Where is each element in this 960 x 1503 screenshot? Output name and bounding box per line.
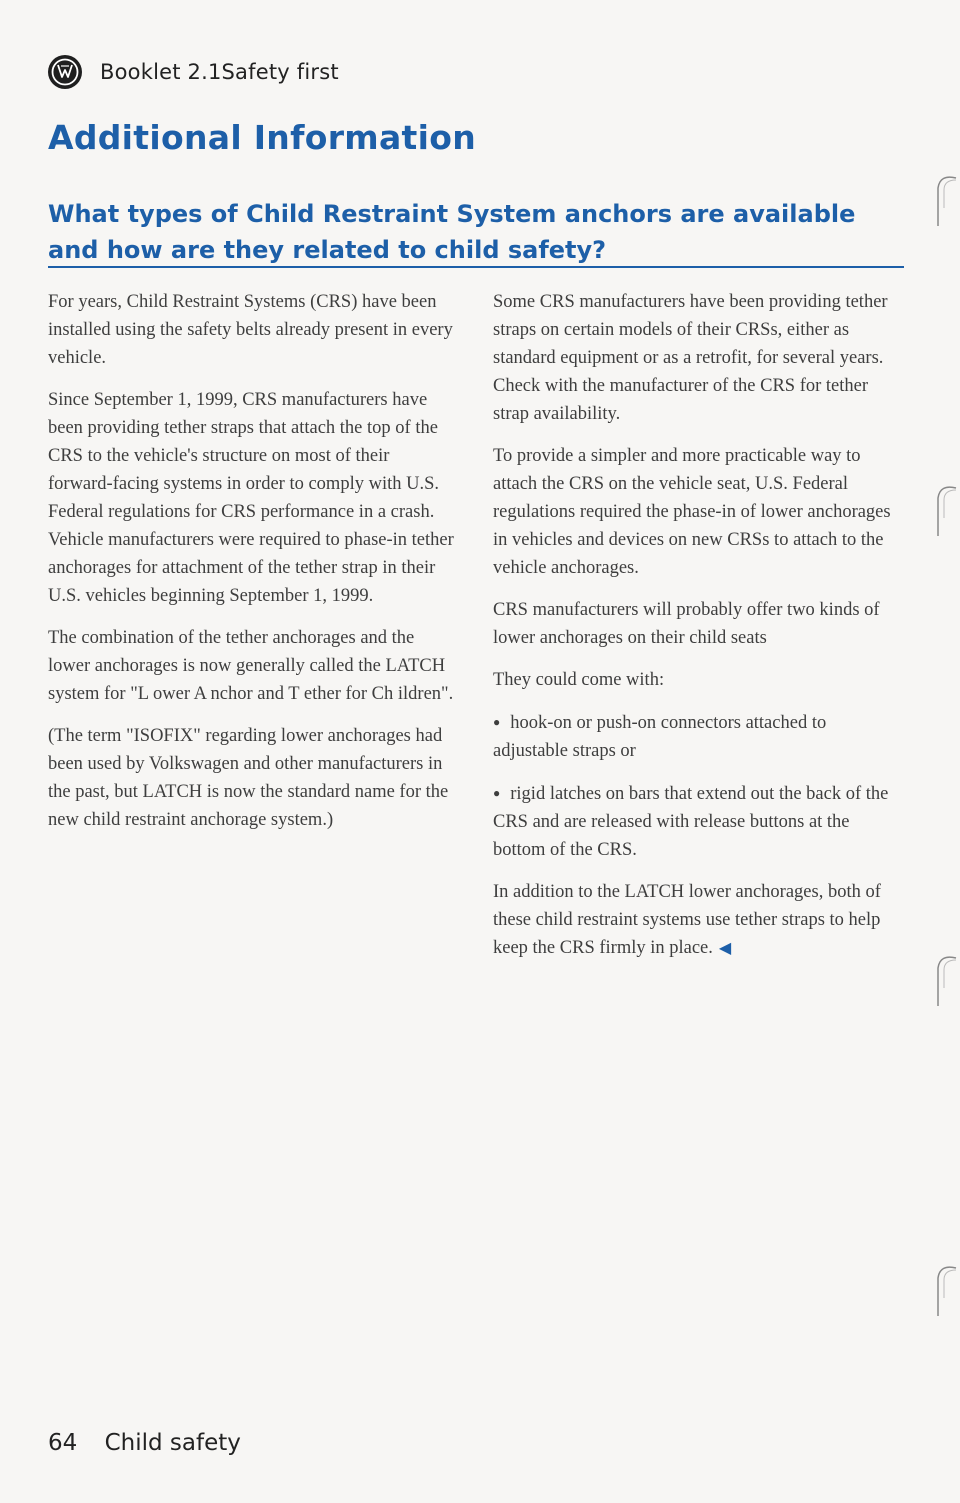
bullet-icon: ● bbox=[493, 715, 501, 729]
triangle-left-icon: ◀ bbox=[718, 940, 732, 957]
binder-clip-icon bbox=[918, 1258, 958, 1318]
page-footer bbox=[48, 1430, 241, 1456]
anchor-list bbox=[493, 708, 903, 864]
binder-clip-icon bbox=[918, 168, 958, 228]
paragraph: Some CRS manufacturers have been providing tether straps on certain models of their CRSs, either as standard equipment or as a retrofit, for several years. Check with the manufacturer of the CRS for tether strap availability. bbox=[493, 292, 888, 424]
vw-logo-icon bbox=[48, 55, 82, 89]
section-subtitle: What types of Child Restraint System anchors are available and how are they related to child safety? bbox=[48, 200, 856, 264]
binder-clip-icon bbox=[918, 478, 958, 538]
chapter-label: Child safety bbox=[104, 1430, 241, 1456]
list-item: ● hook-on or push-on connectors attached to adjustable straps or bbox=[493, 708, 903, 765]
booklet-label: Booklet 2.1 bbox=[100, 60, 222, 84]
closing-paragraph: In addition to the LATCH lower anchorages, both of these child restraint systems use tether straps to help keep the CRS firmly in place. ◀ bbox=[493, 882, 881, 958]
left-column bbox=[48, 288, 458, 848]
paragraph: For years, Child Restraint Systems (CRS) have been installed using the safety belts already present in every vehicle. bbox=[48, 292, 453, 368]
paragraph: They could come with: bbox=[493, 670, 665, 690]
page-title: Additional Information bbox=[48, 118, 476, 157]
paragraph: To provide a simpler and more practicable way to attach the CRS on the vehicle seat, U.S. Federal regulations required the phase-in of lower anchorages in vehicles and devices on new CRSs to attach to the vehicle anchorages. bbox=[493, 446, 891, 578]
paragraph: CRS manufacturers will probably offer two kinds of lower anchorages on their child seats bbox=[493, 600, 880, 648]
paragraph: The combination of the tether anchorages and the lower anchorages is now generally called the LATCH system for "L ower A nchor and T ether for Ch ildren". bbox=[48, 628, 454, 704]
right-column bbox=[493, 288, 903, 977]
binder-clip-icon bbox=[918, 948, 958, 1008]
list-item: ● rigid latches on bars that extend out the back of the CRS and are released with release buttons at the bottom of the CRS. bbox=[493, 779, 903, 864]
paragraph: (The term "ISOFIX" regarding lower anchorages had been used by Volkswagen and other manufacturers in the past, but LATCH is now the standard name for the new child restraint anchorage system.) bbox=[48, 726, 449, 830]
paragraph: Since September 1, 1999, CRS manufacturers have been providing tether straps that attach the top of the CRS to the vehicle's structure on most of their forward-facing systems in order to comply with U.S. Federal regulations for CRS performance in a crash. Vehicle manufacturers were required to phase-in tether anchorages for attachment of the tether strap in their U.S. vehicles beginning September 1, 1999. bbox=[48, 390, 454, 606]
bullet-icon: ● bbox=[493, 786, 501, 800]
page-header bbox=[48, 52, 339, 92]
section-label: Safety first bbox=[221, 60, 339, 84]
page-number: 64 bbox=[48, 1430, 78, 1456]
title-divider bbox=[48, 266, 904, 268]
